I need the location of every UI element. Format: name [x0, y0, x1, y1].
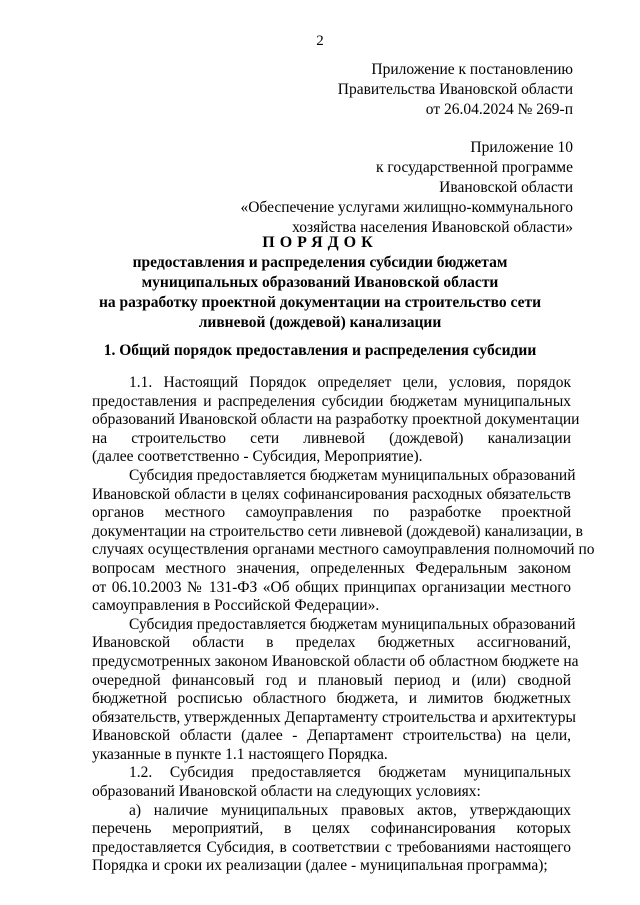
paragraph-line: (далее соответственно - Субсидия, Мероприятие). — [92, 448, 423, 466]
appendix-resolution-line: Правительства Ивановской области — [337, 81, 573, 98]
paragraph-line: вопросам местного значения, определенных Федеральным законом — [92, 559, 571, 577]
paragraph — [92, 764, 571, 801]
paragraph — [92, 615, 579, 765]
title-subline: предоставления и распределения субсидии бюджетам — [132, 254, 508, 271]
paragraph-line: на строительство сети ливневой (дождевой) канализации — [92, 429, 571, 447]
paragraph-line: Ивановской области в пределах бюджетных ассигнований, — [92, 634, 571, 652]
paragraph-line: очередной финансовый год и плановый период и (или) сводной — [92, 671, 571, 689]
appendix-program-line: Приложение 10 — [470, 139, 573, 156]
appendix-program-line: «Обеспечение услугами жилищно-коммунального — [240, 199, 573, 216]
paragraph — [92, 802, 571, 876]
paragraph-line: обязательств, утвержденных Департаменту строительства и архитектуры — [92, 708, 576, 726]
paragraph-line: случаях осуществления органами местного самоуправления полномочий по — [92, 541, 595, 559]
paragraph-line: бюджетной росписью областного бюджета, и лимитов бюджетных — [92, 690, 571, 708]
paragraph-line: предоставления и распределения субсидии бюджетам муниципальных — [92, 392, 571, 410]
appendix-resolution-line: Приложение к постановлению — [371, 61, 573, 78]
paragraph-line: предоставляется Субсидия, в соответствии с требованиями настоящего — [92, 838, 571, 856]
title-word: ПОРЯДОК — [262, 234, 378, 251]
paragraph — [92, 374, 580, 467]
paragraph-line: Ивановской области в целях софинансирования расходных обязательств — [92, 485, 571, 503]
document-title — [0, 233, 640, 333]
paragraph-line: Ивановской области (далее - Департамент строительства) на цели, — [92, 727, 571, 745]
paragraph-line: Субсидия предоставляется бюджетам муниципальных образований — [129, 466, 576, 484]
appendix-program-block — [240, 138, 573, 238]
section-heading: 1. Общий порядок предоставления и распределения субсидии — [103, 342, 537, 359]
paragraph-line: образований Ивановской области на следующих условиях: — [92, 783, 481, 801]
paragraph-line: указанные в пункте 1.1 настоящего Порядка. — [92, 745, 388, 763]
paragraph-line: перечень мероприятий, в целях софинансирования которых — [92, 820, 571, 838]
paragraph-line: образований Ивановской области на разработку проектной документации — [92, 411, 580, 429]
paragraph-line: предусмотренных законом Ивановской области об областном бюджете на — [92, 652, 579, 670]
title-subline: на разработку проектной документации на строительство сети — [98, 294, 541, 311]
paragraph — [92, 466, 595, 616]
title-subline: муниципальных образований Ивановской области — [141, 274, 499, 291]
paragraph-line: 1.1. Настоящий Порядок определяет цели, условия, порядок — [129, 374, 571, 391]
paragraph-line: органов местного самоуправления по разработке проектной — [92, 504, 571, 522]
paragraph-line: а) наличие муниципальных правовых актов, утверждающих — [129, 801, 571, 819]
paragraph-line: документации на строительство сети ливневой (дождевой) канализации, в — [92, 522, 583, 540]
paragraph-line: от 06.10.2003 № 131-ФЗ «Об общих принципах организации местного — [92, 578, 571, 596]
appendix-program-line: Ивановской области — [439, 179, 573, 196]
title-subline: ливневой (дождевой) канализации — [198, 314, 442, 331]
appendix-resolution-block — [338, 60, 573, 120]
appendix-program-line: хозяйства населения Ивановской области» — [292, 219, 573, 236]
appendix-resolution-line: от 26.04.2024 № 269-п — [425, 101, 573, 118]
section-body — [92, 374, 595, 876]
appendix-program-line: к государственной программе — [375, 159, 573, 176]
paragraph-line: самоуправления в Российской Федерации». — [92, 597, 380, 615]
paragraph-line: Порядка и сроки их реализации (далее - муниципальная программа); — [92, 857, 548, 875]
paragraph-line: 1.2. Субсидия предоставляется бюджетам муниципальных — [129, 764, 571, 782]
paragraph-line: Субсидия предоставляется бюджетам муниципальных образований — [129, 615, 576, 633]
page-number: 2 — [316, 33, 324, 49]
